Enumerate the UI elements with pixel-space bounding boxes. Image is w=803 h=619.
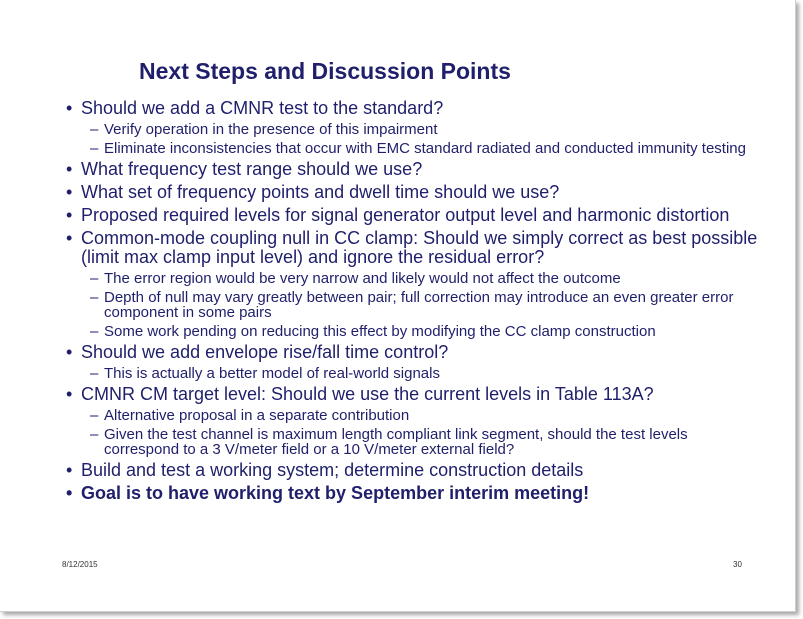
bullet-text: Should we add envelope rise/fall time control? <box>81 342 449 362</box>
bullet-text: What set of frequency points and dwell time should we use? <box>81 182 560 202</box>
bullet-item <box>0 160 760 179</box>
sub-bullet-item <box>0 122 760 137</box>
dash-glyph: – <box>90 407 99 424</box>
bullet-item <box>0 343 760 362</box>
dash-glyph: – <box>90 323 99 340</box>
dash-glyph: – <box>90 270 99 287</box>
sub-bullet-item <box>0 271 760 286</box>
bullet-glyph: • <box>66 342 73 362</box>
sub-bullet-text: Verify operation in the presence of this impairment <box>104 121 438 138</box>
sub-bullet-text: Depth of null may vary greatly between pair; full correction may introduce an even greater error component in some pairs <box>104 289 734 321</box>
bullet-item <box>0 206 760 225</box>
sub-bullet-text: Some work pending on reducing this effect by modifying the CC clamp construction <box>104 323 656 340</box>
bullet-item <box>0 183 760 202</box>
dash-glyph: – <box>90 121 99 138</box>
dash-glyph: – <box>90 426 99 443</box>
bullet-item <box>0 461 760 480</box>
bullet-text: Common-mode coupling null in CC clamp: Should we simply correct as best possible (limit max clamp input level) and ignore the residual error? <box>81 228 758 267</box>
bullet-glyph: • <box>66 98 73 118</box>
bullet-glyph: • <box>66 460 73 480</box>
sub-bullet-text: Given the test channel is maximum length compliant link segment, should the test levels correspond to a 3 V/meter field or a 10 V/meter external field? <box>104 426 688 458</box>
bullet-item <box>0 229 760 267</box>
page-number: 30 <box>733 560 742 569</box>
dash-glyph: – <box>90 289 99 306</box>
bullet-text: What frequency test range should we use? <box>81 159 423 179</box>
bullet-glyph: • <box>66 384 73 404</box>
sub-bullet-item <box>0 141 760 156</box>
bullet-glyph: • <box>66 159 73 179</box>
bullet-item <box>0 99 760 118</box>
dash-glyph: – <box>90 365 99 382</box>
sub-bullet-item <box>0 290 760 320</box>
sub-bullet-item <box>0 427 760 457</box>
sub-bullet-item <box>0 366 760 381</box>
slide-content <box>0 99 760 507</box>
bullet-text: CMNR CM target level: Should we use the current levels in Table 113A? <box>81 384 654 404</box>
bullet-glyph: • <box>66 228 73 248</box>
bullet-glyph: • <box>66 483 73 503</box>
sub-bullet-text: The error region would be very narrow and likely would not affect the outcome <box>104 270 621 287</box>
goal-bullet-item <box>0 484 760 503</box>
bullet-item <box>0 385 760 404</box>
bullet-glyph: • <box>66 205 73 225</box>
bullet-glyph: • <box>66 182 73 202</box>
sub-bullet-text: Eliminate inconsistencies that occur with EMC standard radiated and conducted immunity testing <box>104 140 746 157</box>
footer-date: 8/12/2015 <box>62 560 98 569</box>
sub-bullet-text: Alternative proposal in a separate contribution <box>104 407 410 424</box>
bullet-text: Proposed required levels for signal generator output level and harmonic distortion <box>81 205 730 225</box>
dash-glyph: – <box>90 140 99 157</box>
sub-bullet-text: This is actually a better model of real-world signals <box>104 365 440 382</box>
goal-bullet-text: Goal is to have working text by September interim meeting! <box>81 483 590 503</box>
sub-bullet-item <box>0 324 760 339</box>
slide-title: Next Steps and Discussion Points <box>139 58 511 84</box>
sub-bullet-item <box>0 408 760 423</box>
bullet-text: Should we add a CMNR test to the standard? <box>81 98 444 118</box>
bullet-text: Build and test a working system; determine construction details <box>81 460 584 480</box>
